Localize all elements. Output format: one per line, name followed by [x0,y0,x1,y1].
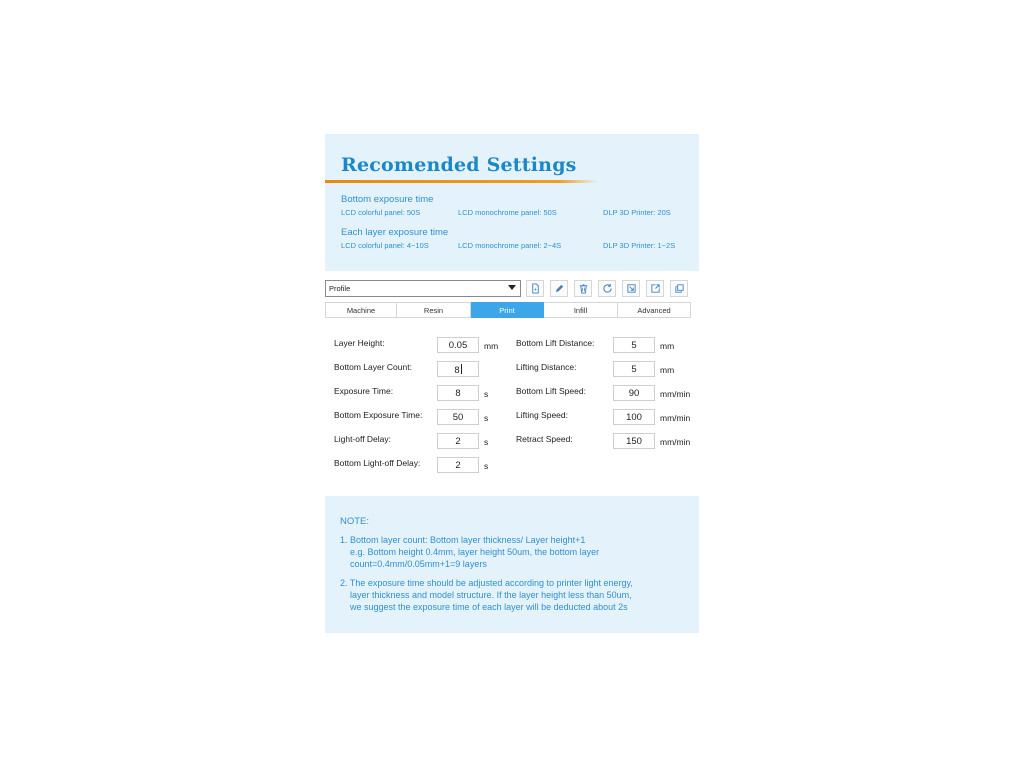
retract-speed-label: Retract Speed: [516,434,573,444]
layer-exposure-heading: Each layer exposure time [341,227,449,238]
bottom-exposure-lcd-mono: LCD monochrome panel: 50S [458,208,557,217]
profile-selected-value: Profile [329,284,351,293]
bottom-lift-distance-input[interactable]: 5 [613,337,655,353]
light-off-delay-label: Light-off Delay: [334,434,392,444]
lifting-speed-unit: mm/min [660,413,691,423]
import-profile-button[interactable] [622,280,640,297]
bottom-lift-speed-label: Bottom Lift Speed: [516,386,586,396]
layer-exposure-lcd-colorful: LCD colorful panel: 4~10S [341,241,429,250]
note-line: we suggest the exposure time of each layer will be deducted about 2s [350,602,628,612]
bottom-lift-distance-unit: mm [660,341,675,351]
export-profile-button[interactable] [646,280,664,297]
layer-height-input[interactable]: 0.05 [437,337,479,353]
tab-print[interactable]: Print [471,302,544,318]
light-off-delay-unit: s [484,437,489,447]
lifting-speed-label: Lifting Speed: [516,410,568,420]
bottom-lift-speed-input[interactable]: 90 [613,385,655,401]
share-profile-button[interactable] [670,280,688,297]
recommended-settings-panel [325,134,699,271]
exposure-time-input[interactable]: 8 [437,385,479,401]
exposure-time-unit: s [484,389,489,399]
lifting-speed-input[interactable]: 100 [613,409,655,425]
refresh-profile-button[interactable] [598,280,616,297]
note-title: NOTE: [340,516,370,527]
new-profile-button[interactable] [526,280,544,297]
note-panel [325,496,699,633]
bottom-exposure-time-label: Bottom Exposure Time: [334,410,423,420]
note-line: layer thickness and model structure. If the layer height less than 50um, [350,590,632,600]
tab-resin[interactable]: Resin [397,302,471,318]
bottom-exposure-time-unit: s [484,413,489,423]
bottom-exposure-lcd-colorful: LCD colorful panel: 50S [341,208,421,217]
note-line: e.g. Bottom height 0.4mm, layer height 50um, the bottom layer [350,547,600,557]
layer-height-unit: mm [484,341,499,351]
tab-machine[interactable]: Machine [325,302,397,318]
bottom-light-off-delay-input[interactable]: 2 [437,457,479,473]
light-off-delay-input[interactable]: 2 [437,433,479,449]
layer-exposure-lcd-mono: LCD monochrome panel: 2~4S [458,241,562,250]
import-icon [626,283,637,294]
lifting-distance-input[interactable]: 5 [613,361,655,377]
bottom-layer-count-label: Bottom Layer Count: [334,362,412,372]
share-icon [674,283,685,294]
refresh-icon [602,283,613,294]
delete-trash-icon [578,283,589,294]
new-file-icon [530,283,541,294]
delete-profile-button[interactable] [574,280,592,297]
bottom-light-off-delay-unit: s [484,461,489,471]
edit-profile-button[interactable] [550,280,568,297]
lifting-distance-unit: mm [660,365,675,375]
bottom-exposure-heading: Bottom exposure time [341,194,434,205]
retract-speed-input[interactable]: 150 [613,433,655,449]
bottom-lift-speed-unit: mm/min [660,389,691,399]
layer-exposure-dlp: DLP 3D Printer: 1~2S [603,241,676,250]
tab-infill[interactable]: Infill [544,302,618,318]
title-underline [325,180,599,183]
bottom-light-off-delay-label: Bottom Light-off Delay: [334,458,421,468]
note-line: count=0.4mm/0.05mm+1=9 layers [350,559,487,569]
settings-tabs [325,302,691,318]
note-line: 1. Bottom layer count: Bottom layer thickness/ Layer height+1 [340,535,586,545]
recommended-title: Recomended Settings [341,154,577,176]
bottom-lift-distance-label: Bottom Lift Distance: [516,338,595,348]
chevron-down-icon [508,285,516,290]
bottom-exposure-time-input[interactable]: 50 [437,409,479,425]
bottom-layer-count-input[interactable]: 8 [437,361,479,377]
layer-height-label: Layer Height: [334,338,385,348]
tab-advanced[interactable]: Advanced [618,302,691,318]
profile-dropdown[interactable] [325,280,521,297]
retract-speed-unit: mm/min [660,437,691,447]
exposure-time-label: Exposure Time: [334,386,394,396]
export-icon [650,283,661,294]
note-line: 2. The exposure time should be adjusted according to printer light energy, [340,578,633,588]
bottom-exposure-dlp: DLP 3D Printer: 20S [603,208,671,217]
lifting-distance-label: Lifting Distance: [516,362,577,372]
edit-pencil-icon [554,283,565,294]
